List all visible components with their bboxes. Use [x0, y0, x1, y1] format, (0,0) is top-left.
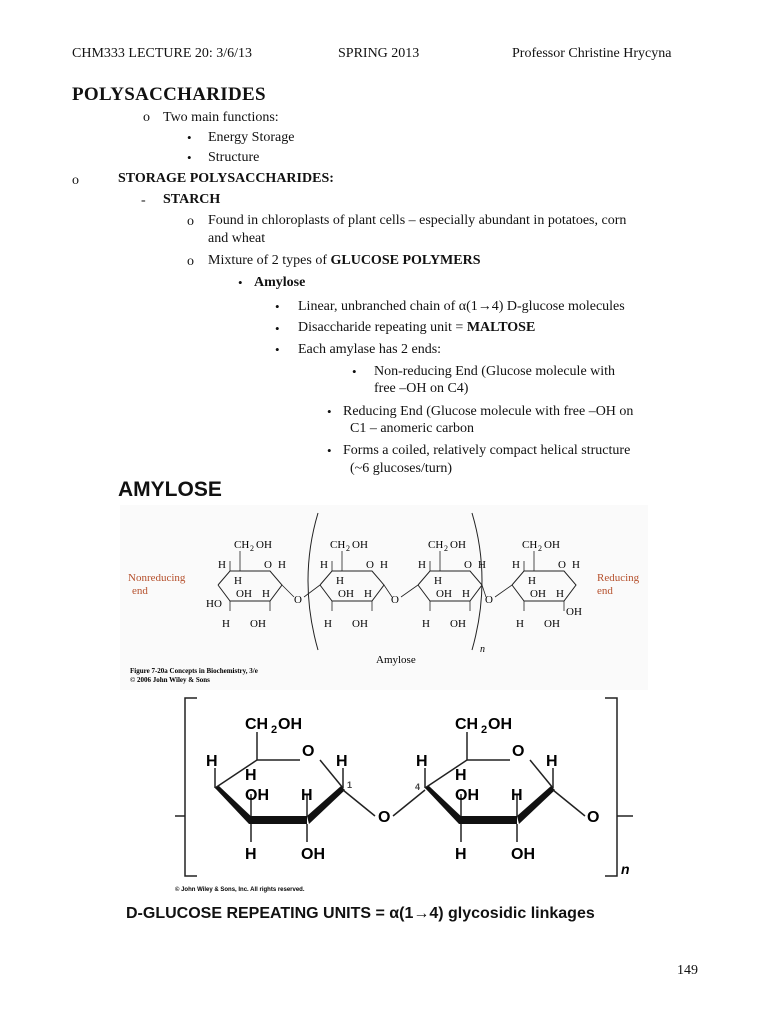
figure1-credit-line2: © 2006 John Wiley & Sons	[130, 676, 210, 684]
bullet-marker: •	[327, 443, 332, 458]
repeat-ring-1	[206, 716, 352, 863]
svg-text:H: H	[222, 618, 230, 630]
bullet-marker: •	[327, 404, 332, 419]
outline-energy-storage: Energy Storage	[208, 130, 295, 145]
mixture-bold: GLUCOSE POLYMERS	[330, 253, 481, 268]
nonreducing-label-line2: end	[132, 585, 148, 597]
svg-text:H: H	[245, 846, 257, 863]
outline-mixture	[208, 252, 481, 270]
svg-text:CH: CH	[522, 539, 538, 551]
outline-reducing-line1: Reducing End (Glucose molecule with free –OH on	[343, 404, 634, 419]
outline-nonreducing-line2: free –OH on C4)	[374, 381, 469, 396]
page-number: 149	[677, 963, 698, 978]
outline-ends: Each amylase has 2 ends:	[298, 342, 442, 357]
svg-text:OH: OH	[301, 846, 325, 863]
svg-text:H: H	[245, 767, 257, 784]
svg-text:O: O	[264, 559, 272, 571]
svg-text:OH: OH	[511, 846, 535, 863]
svg-text:HO: HO	[206, 598, 222, 610]
disacch-bold: MALTOSE	[466, 320, 536, 335]
svg-text:H: H	[218, 559, 226, 571]
svg-text:H: H	[364, 588, 372, 600]
outline-nonreducing-line1: Non-reducing End (Glucose molecule with	[374, 364, 616, 379]
disacch-prefix: Disaccharide repeating unit =	[298, 320, 467, 335]
amylose-heading: Amylose	[254, 275, 306, 290]
svg-text:H: H	[434, 575, 442, 587]
page-title: POLYSACCHARIDES	[72, 84, 266, 105]
svg-text:H: H	[511, 787, 523, 804]
outline-coiled-line1: Forms a coiled, relatively compact helical structure	[343, 443, 631, 458]
svg-text:H: H	[422, 618, 430, 630]
bullet-marker: o	[187, 254, 194, 269]
bullet-marker: o	[187, 214, 194, 229]
svg-text:H: H	[380, 559, 388, 571]
svg-text:O: O	[378, 809, 391, 826]
svg-text:H: H	[324, 618, 332, 630]
svg-text:CH: CH	[245, 716, 269, 733]
svg-text:OH: OH	[544, 539, 560, 551]
svg-text:H: H	[462, 588, 470, 600]
svg-text:H: H	[556, 588, 564, 600]
svg-text:OH: OH	[544, 618, 560, 630]
bullet-marker: •	[352, 364, 357, 379]
svg-text:OH: OH	[566, 606, 582, 618]
svg-text:OH: OH	[352, 539, 368, 551]
svg-text:H: H	[455, 767, 467, 784]
svg-text:O: O	[391, 594, 399, 606]
svg-text:4: 4	[415, 782, 421, 792]
svg-text:OH: OH	[450, 539, 466, 551]
figure1-credit-line1: Figure 7-20a Concepts in Biochemistry, 3/e	[130, 667, 258, 675]
figure2-subscript-n: n	[621, 861, 630, 877]
bullet-marker: •	[275, 299, 280, 314]
svg-text:2: 2	[481, 724, 488, 736]
svg-text:2: 2	[444, 544, 448, 553]
svg-text:OH: OH	[530, 588, 546, 600]
outline-reducing-line2: C1 – anomeric carbon	[350, 421, 475, 436]
svg-text:H: H	[546, 753, 558, 770]
svg-text:H: H	[262, 588, 270, 600]
outline-main-functions: Two main functions:	[163, 110, 279, 125]
svg-text:H: H	[455, 846, 467, 863]
svg-text:O: O	[294, 594, 302, 606]
svg-text:OH: OH	[256, 539, 272, 551]
svg-text:CH: CH	[234, 539, 250, 551]
svg-text:CH: CH	[455, 716, 479, 733]
svg-text:OH: OH	[352, 618, 368, 630]
bullet-marker: o	[72, 173, 79, 188]
amylose-chain-figure	[120, 505, 648, 690]
svg-text:OH: OH	[278, 716, 302, 733]
outline-found-line2: and wheat	[208, 231, 266, 246]
svg-text:2: 2	[271, 724, 278, 736]
svg-text:O: O	[464, 559, 472, 571]
figure2-caption: D-GLUCOSE REPEATING UNITS = α(1→4) glycosidic linkages	[126, 905, 595, 922]
figure1-subscript-n: n	[480, 644, 485, 655]
svg-text:CH: CH	[330, 539, 346, 551]
svg-text:H: H	[301, 787, 313, 804]
outline-structure: Structure	[208, 150, 260, 165]
svg-text:H: H	[418, 559, 426, 571]
svg-text:H: H	[416, 753, 428, 770]
repeating-unit-figure	[175, 692, 640, 897]
nonreducing-label-line1: Nonreducing	[128, 572, 186, 584]
outline-coiled-line2: (~6 glucoses/turn)	[350, 461, 453, 476]
outline-found-line1: Found in chloroplasts of plant cells – especially abundant in potatoes, corn	[208, 213, 627, 228]
svg-text:H: H	[516, 618, 524, 630]
svg-text:OH: OH	[245, 787, 269, 804]
outline-linear: Linear, unbranched chain of α(1→4) D-glucose molecules	[298, 299, 625, 314]
amylose-caption: Amylose	[376, 654, 416, 666]
svg-text:H: H	[512, 559, 520, 571]
svg-text:O: O	[302, 743, 315, 760]
figure1-title: AMYLOSE	[118, 478, 222, 501]
svg-text:H: H	[234, 575, 242, 587]
svg-text:OH: OH	[488, 716, 512, 733]
bullet-marker: •	[275, 342, 280, 357]
mixture-prefix: Mixture of 2 types of	[208, 253, 331, 268]
header-term: SPRING 2013	[338, 46, 420, 61]
svg-text:H: H	[278, 559, 286, 571]
reducing-label-line2: end	[597, 585, 613, 597]
svg-text:O: O	[558, 559, 566, 571]
svg-text:O: O	[485, 594, 493, 606]
reducing-label-line1: Reducing	[597, 572, 640, 584]
svg-text:O: O	[587, 809, 600, 826]
bullet-marker: •	[275, 321, 280, 336]
svg-text:OH: OH	[338, 588, 354, 600]
svg-text:OH: OH	[236, 588, 252, 600]
svg-text:H: H	[528, 575, 536, 587]
bullet-marker: o	[143, 110, 150, 125]
outline-disaccharide	[298, 319, 535, 337]
svg-text:OH: OH	[250, 618, 266, 630]
bullet-marker: •	[187, 150, 192, 165]
bullet-marker: •	[238, 275, 243, 290]
svg-text:H: H	[478, 559, 486, 571]
svg-text:CH: CH	[428, 539, 444, 551]
svg-text:H: H	[320, 559, 328, 571]
storage-heading: STORAGE POLYSACCHARIDES:	[118, 171, 334, 186]
svg-text:1: 1	[347, 780, 353, 790]
svg-text:OH: OH	[450, 618, 466, 630]
repeat-ring-2	[416, 716, 558, 863]
svg-text:H: H	[572, 559, 580, 571]
svg-text:O: O	[366, 559, 374, 571]
dash-marker: -	[141, 193, 146, 208]
svg-text:OH: OH	[436, 588, 452, 600]
figure2-credit: © John Wiley & Sons, Inc. All rights reserved.	[175, 887, 305, 893]
svg-text:H: H	[336, 575, 344, 587]
svg-text:OH: OH	[455, 787, 479, 804]
svg-text:H: H	[206, 753, 218, 770]
svg-text:2: 2	[346, 544, 350, 553]
header-professor: Professor Christine Hrycyna	[512, 46, 672, 61]
svg-text:H: H	[336, 753, 348, 770]
svg-text:O: O	[512, 743, 525, 760]
starch-heading: STARCH	[163, 192, 221, 207]
svg-text:2: 2	[250, 544, 254, 553]
bullet-marker: •	[187, 130, 192, 145]
header-lecture: CHM333 LECTURE 20: 3/6/13	[72, 46, 253, 61]
svg-text:2: 2	[538, 544, 542, 553]
